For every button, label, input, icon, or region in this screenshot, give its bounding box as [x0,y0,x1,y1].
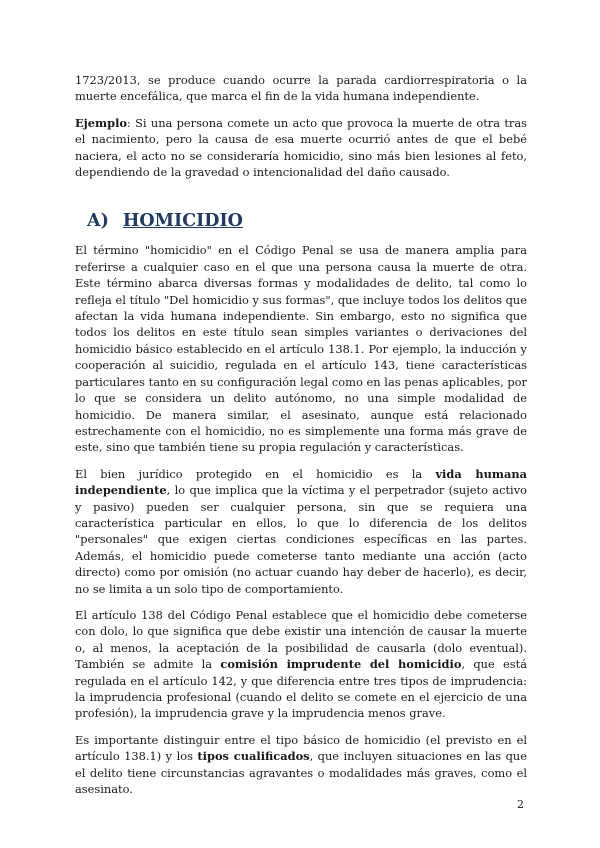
section-label: A) [87,211,109,232]
paragraph-4-bold: tipos cualificados [197,749,310,764]
example-text: : Si una persona comete un acto que provoca la muerte de otra tras el nacimiento, pero la causa de esa muerte ocurrió antes de que el bebé naciera, el acto no se consideraría homicidio, sino más bien lesiones al feto, dependiendo de la gravedad o intencionalidad del daño causado. [75,115,527,180]
example-label: Ejemplo [75,115,127,130]
example-paragraph [75,115,527,181]
intro-paragraph [75,72,527,105]
paragraph-4 [75,732,527,798]
paragraph-3 [75,607,527,722]
paragraph-2 [75,466,527,597]
paragraph-1: El término "homicidio" en el Código Penal se usa de manera amplia para referirse a cualquier caso en el que una persona causa la muerte de otra. Este término abarca diversas formas y modalidades de delito, tal como lo refleja el título "Del homicidio y sus formas", que incluye todos los delitos que afectan la vida humana independiente. Sin embargo, esto no significa que todos los delitos en este título sean simples variantes o derivaciones del homicidio básico establecido en el artículo 138.1. Por ejemplo, la inducción y cooperación al suicidio, regulada en el artículo 143, tiene características particulares tanto en su configuración legal como en las penas aplicables, por lo que se considera un delito autónomo, no una simple modalidad de homicidio. De manera similar, el asesinato, aunque está relacionado estrechamente con el homicidio, no es simplemente una forma más grave de este, sino que también tiene su propia regulación y características. [75,243,527,455]
page-number: 2 [517,798,524,811]
paragraph-2-text-b: , lo que implica que la víctima y el perpetrador (sujeto activo y pasivo) pueden ser cualquier persona, sin que se requiera una característica particular en ellos, lo que lo diferencia de los delitos "personales" que exigen ciertas condiciones específicas en las partes. Además, el homicidio puede cometerse tanto mediante una acción (acto directo) como por omisión (no actuar cuando hay deber de hacerlo), es decir, no se limita a un solo tipo de comportamiento. [75,483,527,596]
section-heading [87,210,527,232]
paragraph-3-text-a: El artículo 138 del Código Penal establece que el homicidio debe cometerse con dolo, lo que significa que debe existir una intención de causar la muerte o, al menos, la aceptación de la posibilidad de causarla (dolo eventual). También se admite la [75,607,527,672]
paragraph-3-text-b: , que está regulada en el artículo 142, y que diferencia entre tres tipos de imprudencia: la imprudencia profesional (cuando el delito se comete en el ejercicio de una profesión), la imprudencia grave y la imprudencia menos grave. [75,657,527,721]
paragraph-4-text-a: Es importante distinguir entre el tipo básico de homicidio (el previsto en el artículo 138.1) y los [75,732,527,764]
section-title: HOMICIDIO [122,211,243,232]
paragraph-2-bold: vida humana independiente [75,466,527,498]
intro-text: 1723/2013, se produce cuando ocurre la parada cardiorrespiratoria o la muerte encefálica, que marca el fin de la vida humana independiente. [75,73,527,104]
paragraph-2-text-a: El bien jurídico protegido en el homicidio es la [75,466,436,481]
page-content [75,72,527,797]
paragraph-4-text-b: , que incluyen situaciones en las que el delito tiene circunstancias agravantes o modalidades más graves, como el asesinato. [75,749,527,797]
paragraph-3-bold: comisión imprudente del homicidio [220,657,462,672]
